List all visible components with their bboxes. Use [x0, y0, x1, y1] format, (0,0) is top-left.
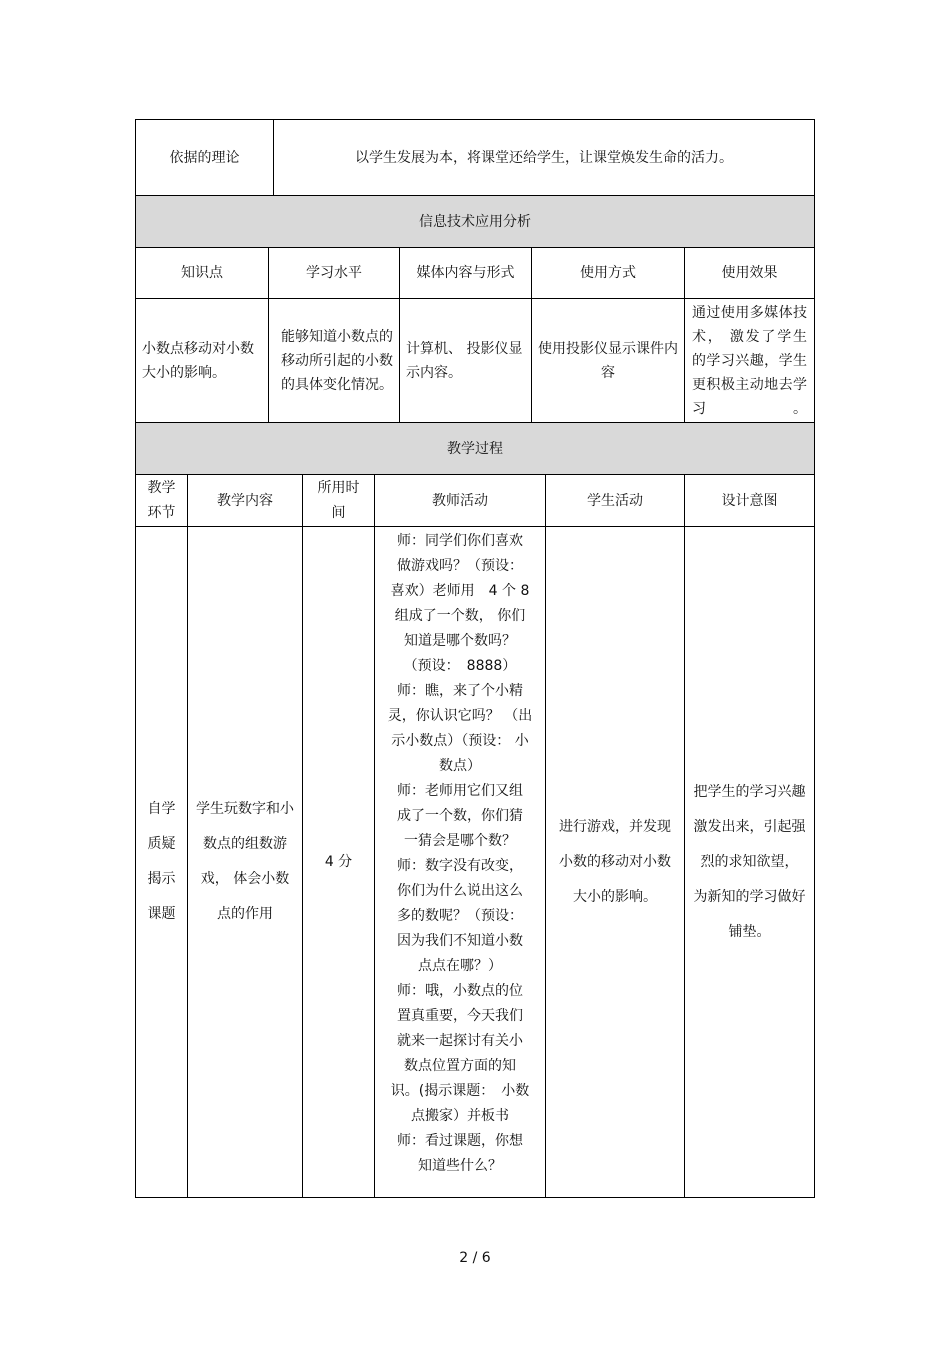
- it-header-method: 使用方式: [531, 247, 685, 299]
- teacher-activity-line: 置真重要，今天我们: [397, 1008, 523, 1024]
- teacher-activity-line: 组成了一个数， 你们: [394, 608, 526, 624]
- teacher-activity-line: 数点位置方面的知: [404, 1058, 516, 1074]
- teacher-activity-line: 成了一个数，你们猜: [397, 808, 523, 824]
- teacher-activity-lines: [381, 529, 539, 1179]
- teacher-activity-line: 知道是哪个数吗？: [404, 633, 516, 649]
- teacher-activity-line: 你们为什么说出这么: [397, 883, 523, 899]
- teacher-activity-line: 做游戏吗？（预设：: [397, 558, 523, 574]
- teacher-activity-line: 一猜会是哪个数？: [404, 833, 516, 849]
- theory-content: 以学生发展为本，将课堂还给学生，让课堂焕发生命的活力。: [273, 119, 815, 196]
- teacher-activity-line: 知道些什么？: [418, 1158, 502, 1174]
- process-heading: 教学过程: [135, 422, 815, 475]
- it-cell-media: 计算机、 投影仪显示内容。: [399, 298, 532, 423]
- it-header-effect: 使用效果: [684, 247, 815, 299]
- it-header-media: 媒体内容与形式: [399, 247, 532, 299]
- page-number: 2 / 6: [459, 1250, 491, 1266]
- teacher-activity-line: 多的数呢？（预设：: [397, 908, 523, 924]
- teacher-activity-line: 点点在哪？）: [418, 958, 502, 974]
- teacher-activity-line: 师：看过课题，你想: [397, 1133, 523, 1149]
- process-header-stage: 教学环节: [135, 474, 188, 527]
- process-cell-content: 学生玩数字和小数点的组数游戏， 体会小数点的作用: [187, 526, 303, 1198]
- process-cell-student: 进行游戏，并发现小数的移动对小数大小的影响。: [545, 526, 685, 1198]
- it-cell-effect: 通过使用多媒体技术， 激发了学生的学习兴趣，学生更积极主动地去学习。: [684, 298, 815, 423]
- teacher-activity-line: 师：同学们你们喜欢: [397, 533, 523, 549]
- it-cell-level: 能够知道小数点的移动所引起的小数的具体变化情况。: [268, 298, 400, 423]
- process-cell-teacher: [374, 526, 546, 1198]
- teacher-activity-line: （预设： 8888）: [403, 658, 517, 674]
- teacher-activity-line: 因为我们不知道小数: [397, 933, 523, 949]
- process-cell-intent: 把学生的学习兴趣激发出来，引起强烈的求知欲望， 为新知的学习做好铺垫。: [684, 526, 815, 1198]
- teacher-activity-line: 数点）: [439, 758, 481, 774]
- teacher-activity-line: 示小数点）（预设： 小: [391, 733, 529, 749]
- teacher-activity-line: 点搬家）并板书: [411, 1108, 509, 1124]
- teacher-activity-line: 师：老师用它们又组: [397, 783, 523, 799]
- teacher-activity-line: 灵，你认识它吗？ （出: [387, 708, 533, 724]
- it-section-heading: 信息技术应用分析: [135, 195, 815, 248]
- teacher-activity-line: 识。(揭示课题： 小数: [390, 1083, 530, 1099]
- teacher-activity-line: 喜欢）老师用 4 个 8: [390, 583, 530, 599]
- process-cell-time: 4 分: [302, 526, 375, 1198]
- it-header-level: 学习水平: [268, 247, 400, 299]
- theory-label: 依据的理论: [135, 119, 274, 196]
- teacher-activity-line: 就来一起探讨有关小: [397, 1033, 523, 1049]
- it-header-knowledge: 知识点: [135, 247, 269, 299]
- process-cell-stage: 自学质疑揭示课题: [135, 526, 188, 1198]
- teacher-activity-line: 师：数字没有改变，: [397, 858, 523, 874]
- it-cell-method: 使用投影仪显示课件内容: [531, 298, 685, 423]
- teacher-activity-line: 师：瞧，来了个小精: [397, 683, 523, 699]
- process-header-intent: 设计意图: [684, 474, 815, 527]
- process-header-time: 所用时间: [302, 474, 375, 527]
- process-header-content: 教学内容: [187, 474, 303, 527]
- process-header-teacher: 教师活动: [374, 474, 546, 527]
- teacher-activity-line: 师：哦，小数点的位: [397, 983, 523, 999]
- process-header-student: 学生活动: [545, 474, 685, 527]
- it-cell-knowledge: 小数点移动对小数大小的影响。: [135, 298, 269, 423]
